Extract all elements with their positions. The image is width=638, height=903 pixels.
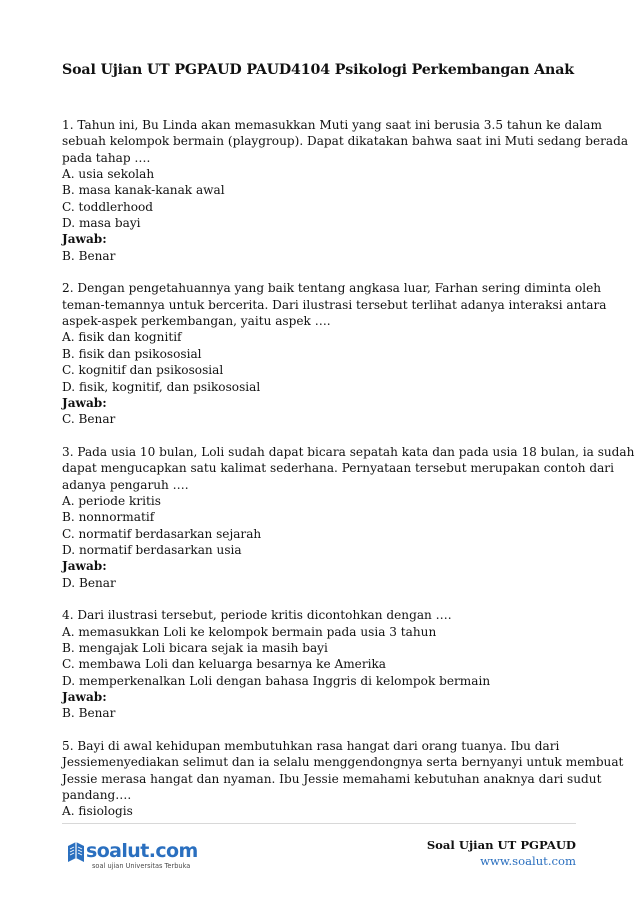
question-list	[62, 117, 635, 820]
document-title: Soal Ujian UT PGPAUD PAUD4104 Psikologi Perkembangan Anak	[62, 62, 574, 78]
option-b: B. mengajak Loli bicara sejak ia masih bayi	[62, 641, 328, 655]
option-c: C. toddlerhood	[62, 199, 154, 214]
question-block	[62, 280, 607, 443]
option-b: B. nonnormatif	[62, 510, 155, 525]
option-b: B. masa kanak-kanak awal	[62, 183, 225, 198]
question-text: aspek-aspek perkembangan, yaitu aspek ….	[62, 314, 331, 329]
option-a: A. fisik dan kognitif	[62, 330, 182, 345]
logo-wordmark: soalut.com	[86, 840, 198, 862]
answer-text: D. Benar	[62, 575, 116, 590]
jawab-label: Jawab:	[62, 690, 107, 705]
question-text: dapat mengucapkan satu kalimat sederhana. Pernyataan tersebut merupakan contoh dari	[62, 461, 614, 476]
answer-text: B. Benar	[62, 706, 116, 721]
question-block	[62, 117, 629, 280]
footer-url[interactable]: www.soalut.com	[480, 854, 576, 868]
question-text: 1. Tahun ini, Bu Linda akan memasukkan Muti yang saat ini berusia 3.5 tahun ke dalam	[62, 118, 602, 132]
question-block	[62, 444, 635, 607]
question-text: 2. Dengan pengetahuannya yang baik tentang angkasa luar, Farhan sering diminta oleh	[62, 281, 602, 296]
question-text: Jessie merasa hangat dan nyaman. Ibu Jessie memahami kebutuhan anaknya dari sudut	[62, 771, 602, 786]
jawab-label: Jawab:	[62, 232, 107, 247]
question-text: adanya pengaruh ….	[62, 477, 189, 492]
jawab-label: Jawab:	[62, 395, 107, 410]
option-a: A. memasukkan Loli ke kelompok bermain pada usia 3 tahun	[62, 624, 437, 639]
question-text: sebuah kelompok bermain (playgroup). Dapat dikatakan bahwa saat ini Muti sedang berada	[62, 134, 629, 149]
option-a: A. periode kritis	[62, 493, 161, 508]
soalut-logo[interactable]	[66, 838, 196, 874]
question-text: 5. Bayi di awal kehidupan membutuhkan rasa hangat dari orang tuanya. Ibu dari	[62, 739, 560, 754]
footer-title: Soal Ujian UT PGPAUD	[426, 838, 576, 852]
option-d: D. fisik, kognitif, dan psikososial	[62, 379, 261, 394]
option-d: D. normatif berdasarkan usia	[62, 542, 242, 557]
option-d: D. memperkenalkan Loli dengan bahasa Inggris di kelompok bermain	[62, 673, 491, 688]
option-b: B. fisik dan psikososial	[62, 346, 202, 361]
logo-tagline: soal ujian Universitas Terbuka	[92, 862, 191, 870]
footer-divider	[62, 823, 576, 824]
question-text: Jessiemenyediakan selimut dan ia selalu menggendongnya serta bernyanyi untuk membuat	[62, 755, 624, 770]
answer-text: C. Benar	[62, 412, 116, 427]
option-a: A. usia sekolah	[62, 167, 155, 182]
option-c: C. membawa Loli dan keluarga besarnya ke Amerika	[62, 657, 387, 672]
option-a: A. fisiologis	[62, 804, 133, 819]
question-text: pada tahap ….	[62, 150, 151, 165]
option-c: C. normatif berdasarkan sejarah	[62, 526, 262, 541]
question-text: teman-temannya untuk bercerita. Dari ilustrasi tersebut terlihat adanya interaksi antara	[62, 297, 607, 312]
answer-text: B. Benar	[62, 248, 116, 263]
question-text: pandang….	[62, 788, 132, 803]
question-text: 3. Pada usia 10 bulan, Loli sudah dapat bicara sepatah kata dan pada usia 18 bulan, ia sudah	[62, 444, 635, 459]
jawab-label: Jawab:	[62, 559, 107, 574]
book-icon	[66, 840, 86, 866]
option-c: C. kognitif dan psikososial	[62, 363, 224, 378]
question-block	[62, 738, 624, 820]
option-d: D. masa bayi	[62, 216, 141, 231]
footer-info	[427, 837, 576, 869]
question-block	[62, 607, 582, 738]
question-text: 4. Dari ilustrasi tersebut, periode kritis dicontohkan dengan ….	[62, 608, 452, 623]
